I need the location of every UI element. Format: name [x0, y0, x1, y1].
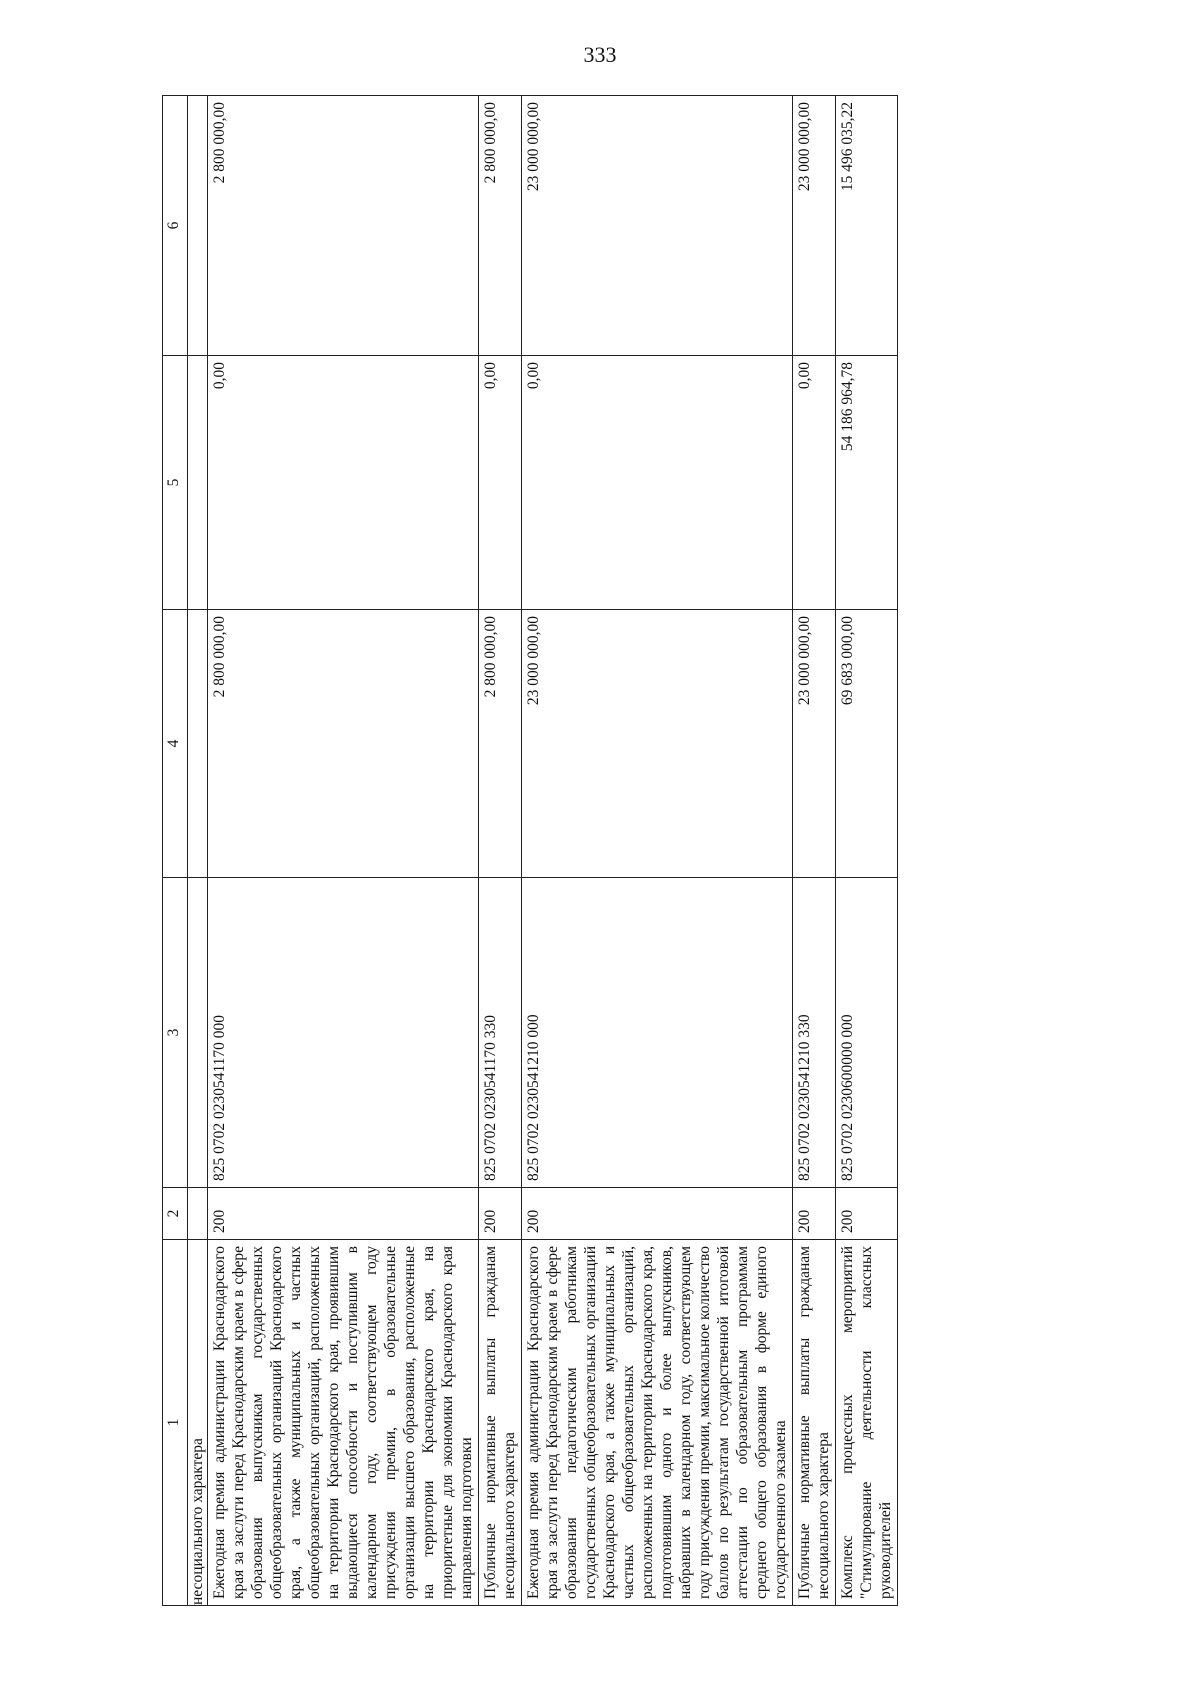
row-col-5: 0,00: [208, 356, 479, 610]
table-row: [793, 96, 836, 1606]
row-col-4: 23 000 000,00: [793, 610, 836, 878]
row-col-4: 2 800 000,00: [208, 610, 479, 878]
row-kbk: [188, 878, 208, 1188]
row-description: Ежегодная премия администрации Краснодарского края за заслуги перед Краснодарским краем в сфере образования педагогическим работникам государственных общеобразовательных организаций Краснодарского края, а также муниципальных и частных общеобразовательных организаций, расположенных на территории Краснодарского края, подготовившим одного и более выпускников, набравших в календарном году, соответствующем году присуждения премии, максимальное количество баллов по результатам государственной итоговой аттестации по образовательным программам среднего общего образования в форме единого государственного экзамена: [522, 1240, 793, 1606]
row-description: Публичные нормативные выплаты гражданам несоциального характера: [479, 1240, 522, 1606]
row-col-4: 23 000 000,00: [522, 610, 793, 878]
row-kbk: 825 0702 0230541210 330: [793, 878, 836, 1188]
rotated-table-wrapper: [162, 96, 1068, 1606]
row-kbk: 825 0702 0230600000 000: [836, 878, 898, 1188]
header-col-3: 3: [163, 878, 188, 1188]
row-col-6: 2 800 000,00: [208, 96, 479, 356]
row-col-5: 0,00: [793, 356, 836, 610]
row-kbk: 825 0702 0230541170 330: [479, 878, 522, 1188]
row-col-4: [188, 610, 208, 878]
row-col-6: [188, 96, 208, 356]
row-col-5: 54 186 964,78: [836, 356, 898, 610]
row-col-4: 69 683 000,00: [836, 610, 898, 878]
row-code: 200: [793, 1188, 836, 1240]
row-description: Комплекс процессных мероприятий "Стимулирование деятельности классных руководителей: [836, 1240, 898, 1606]
row-kbk: 825 0702 0230541210 000: [522, 878, 793, 1188]
row-code: 200: [479, 1188, 522, 1240]
budget-table: [162, 95, 898, 1606]
table-row: [522, 96, 793, 1606]
row-col-5: 0,00: [522, 356, 793, 610]
row-description: Публичные нормативные выплаты гражданам несоциального характера: [793, 1240, 836, 1606]
table-row: [479, 96, 522, 1606]
row-col-6: 2 800 000,00: [479, 96, 522, 356]
header-row: [163, 96, 188, 1606]
row-col-6: 15 496 035,22: [836, 96, 898, 356]
row-code: 200: [522, 1188, 793, 1240]
header-col-1: 1: [163, 1240, 188, 1606]
row-description: несоциального характера: [188, 1240, 208, 1606]
row-col-6: 23 000 000,00: [793, 96, 836, 356]
row-code: [188, 1188, 208, 1240]
header-col-2: 2: [163, 1188, 188, 1240]
row-col-5: [188, 356, 208, 610]
row-code: 200: [208, 1188, 479, 1240]
header-col-6: 6: [163, 96, 188, 356]
header-col-4: 4: [163, 610, 188, 878]
row-col-6: 23 000 000,00: [522, 96, 793, 356]
table-row: [208, 96, 479, 1606]
table-frame: [162, 96, 1068, 1606]
row-description: Ежегодная премия администрации Краснодарского края за заслуги перед Краснодарским краем в сфере образования выпускникам государственных общеобразовательных организаций Краснодарского края, а также муниципальных и частных общеобразовательных организаций, расположенных на территории Краснодарского края, проявившим выдающиеся способности и поступившим в календарном году, соответствующем году присуждения премии, в образовательные организации высшего образования, расположенные на территории Краснодарского края, на приоритетные для экономики Краснодарского края направления подготовки: [208, 1240, 479, 1606]
page-number: 333: [583, 42, 617, 67]
row-kbk: 825 0702 0230541170 000: [208, 878, 479, 1188]
row-col-4: 2 800 000,00: [479, 610, 522, 878]
row-col-5: 0,00: [479, 356, 522, 610]
table-row: [188, 96, 208, 1606]
table-row: [836, 96, 898, 1606]
row-code: 200: [836, 1188, 898, 1240]
header-col-5: 5: [163, 356, 188, 610]
